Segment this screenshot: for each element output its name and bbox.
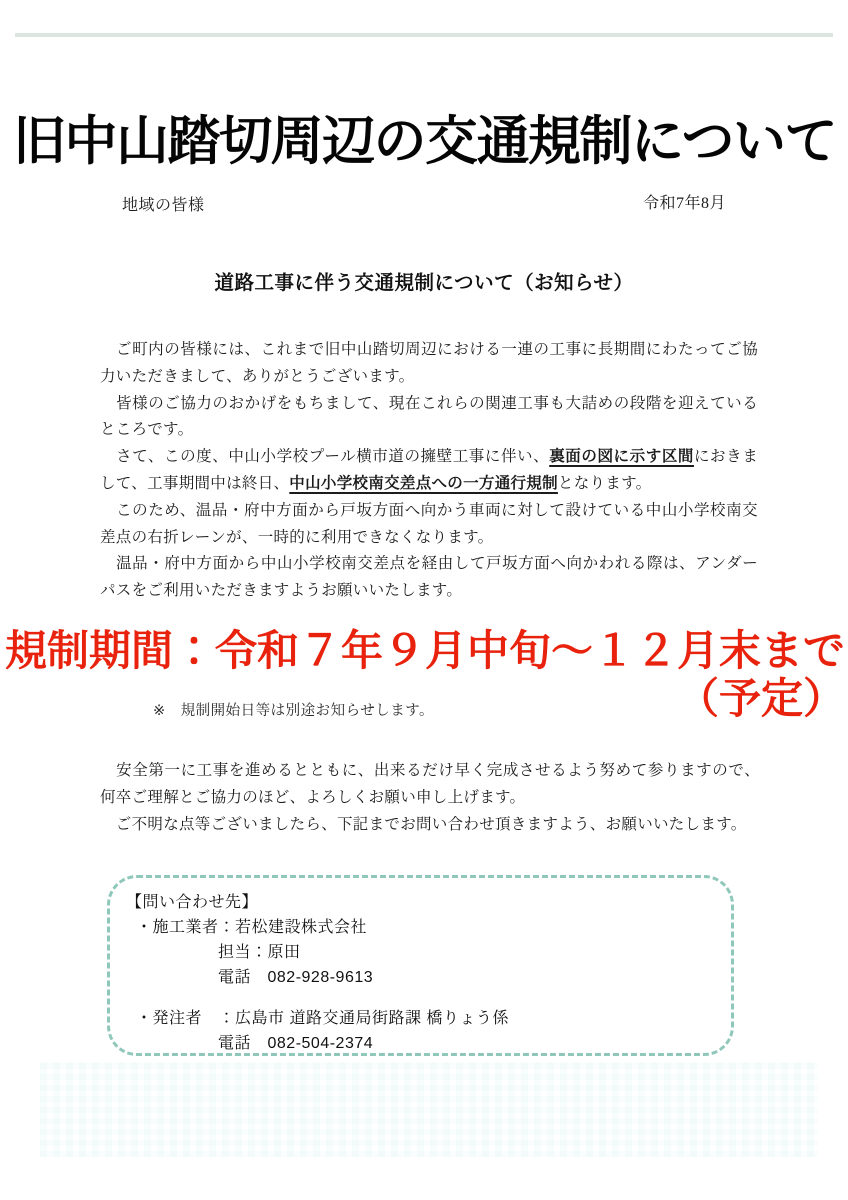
top-rule — [15, 33, 833, 37]
closing-paragraphs — [100, 758, 760, 838]
regulation-period-text: 規制期間：令和７年９月中旬～１２月末まで — [5, 627, 846, 674]
scan-artifact — [40, 1062, 818, 1157]
contact-line: 電話 082-504-2374 — [218, 1035, 374, 1052]
contact-line: ・施工業者：若松建設株式会社 — [136, 919, 368, 936]
start-date-note: ※ 規制開始日等は別途お知らせします。 — [153, 703, 435, 719]
paragraph: 安全第一に工事を進めるとともに、出来るだけ早く完成させるよう努めて参りますので、何卒ご理解とご協力のほど、よろしくお願い申し上げます。 — [100, 762, 760, 806]
emphasized-text: 中山小学校南交差点への一方通行規制 — [289, 474, 558, 492]
paragraph: このため、温品・府中方面から戸坂方面へ向かう車両に対して設けている中山小学校南交差点の右折レーンが、一時的に利用できなくなります。 — [100, 501, 758, 546]
paragraph: 温品・府中方面から中山小学校南交差点を経由して戸坂方面へ向かわれる際は、アンダーパスをご利用いただきますようお願いいたします。 — [100, 555, 758, 600]
paragraph: 皆様のご協力のおかげをもちまして、現在これらの関連工事も大詰めの段階を迎えているところです。 — [100, 394, 758, 439]
contact-line: 電話 082-928-9613 — [218, 969, 374, 986]
regulation-period-tentative: （予定） — [676, 675, 845, 722]
paragraph: ご町内の皆様には、これまで旧中山踏切周辺における一連の工事に長期間にわたってご協力いただきまして、ありがとうございます。 — [100, 341, 758, 385]
salutation: 地域の皆様 — [122, 197, 205, 214]
paragraph: ご不明な点等ございましたら、下記までお問い合わせ頂きますよう、お願いいたします。 — [100, 815, 747, 833]
contact-heading: 【問い合わせ先】 — [126, 894, 259, 911]
contact-line: 担当：原田 — [218, 944, 301, 961]
issue-date: 令和7年8月 — [643, 195, 727, 212]
contact-lines — [126, 915, 721, 1056]
contact-box — [107, 875, 734, 1056]
body-paragraphs — [100, 337, 758, 605]
notice-subtitle: 道路工事に伴う交通規制について（お知らせ） — [214, 272, 634, 294]
paragraph: さて、この度、中山小学校プール横市道の擁壁工事に伴い、裏面の図に示す区間におきまして、工事期間中は終日、中山小学校南交差点への一方通行規制となります。 — [100, 448, 758, 492]
page-title: 旧中山踏切周辺の交通規制について — [13, 112, 836, 171]
contact-line: ・発注者 ：広島市 道路交通局街路課 橋りょう係 — [136, 1010, 509, 1027]
emphasized-text: 裏面の図に示す区間 — [549, 448, 694, 466]
